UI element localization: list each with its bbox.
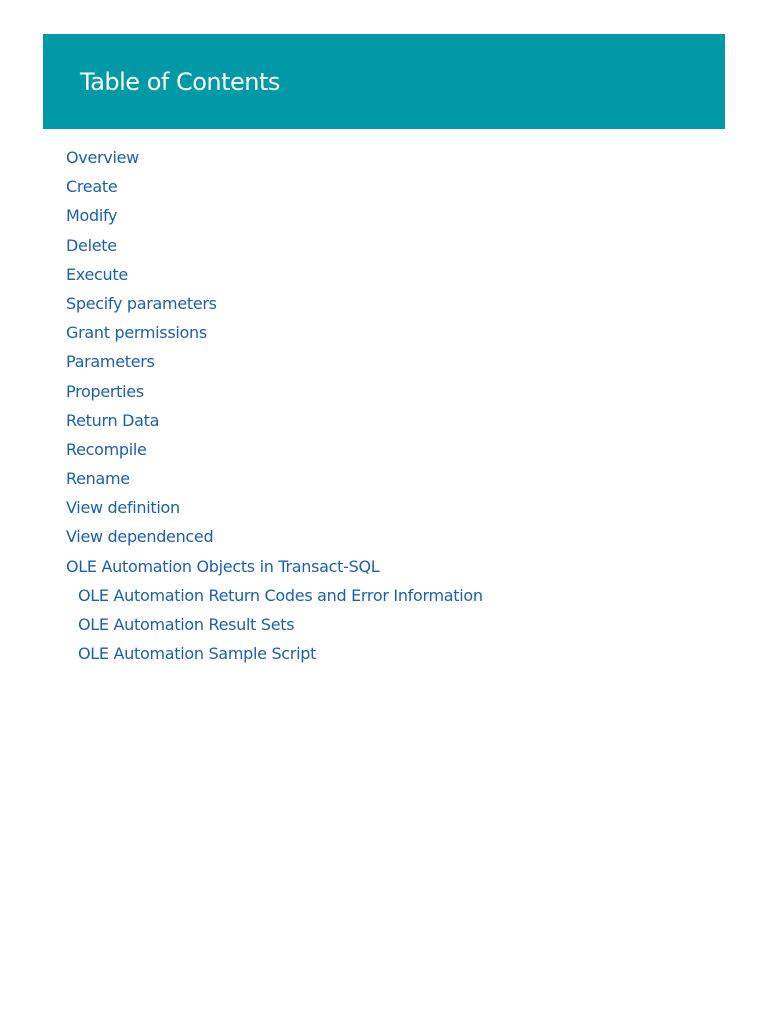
toc-link-view-dependenced[interactable]: View dependenced (66, 527, 214, 547)
toc-link-parameters[interactable]: Parameters (66, 352, 155, 372)
toc-link-overview[interactable]: Overview (66, 148, 139, 167)
table-of-contents (66, 145, 483, 670)
page-title: Table of Contents (80, 68, 280, 96)
toc-link-grant-permissions[interactable]: Grant permissions (66, 323, 207, 343)
toc-link-specify-parameters[interactable]: Specify parameters (66, 293, 217, 313)
toc-link-ole-sample-script[interactable]: OLE Automation Sample Script (78, 644, 317, 664)
toc-link-ole-automation-objects[interactable]: OLE Automation Objects in Transact-SQL (66, 556, 380, 576)
toc-header (43, 34, 725, 129)
toc-link-ole-return-codes[interactable]: OLE Automation Return Codes and Error Information (78, 585, 483, 605)
toc-link-create[interactable]: Create (66, 177, 118, 197)
toc-link-recompile[interactable]: Recompile (66, 439, 147, 459)
toc-link-modify[interactable]: Modify (66, 206, 118, 226)
toc-link-view-definition[interactable]: View definition (66, 498, 180, 518)
toc-link-rename[interactable]: Rename (66, 469, 130, 489)
toc-link-delete[interactable]: Delete (66, 235, 117, 255)
toc-link-return-data[interactable]: Return Data (66, 410, 160, 430)
toc-link-properties[interactable]: Properties (66, 381, 144, 401)
toc-link-execute[interactable]: Execute (66, 264, 128, 284)
toc-link-ole-result-sets[interactable]: OLE Automation Result Sets (78, 615, 295, 634)
